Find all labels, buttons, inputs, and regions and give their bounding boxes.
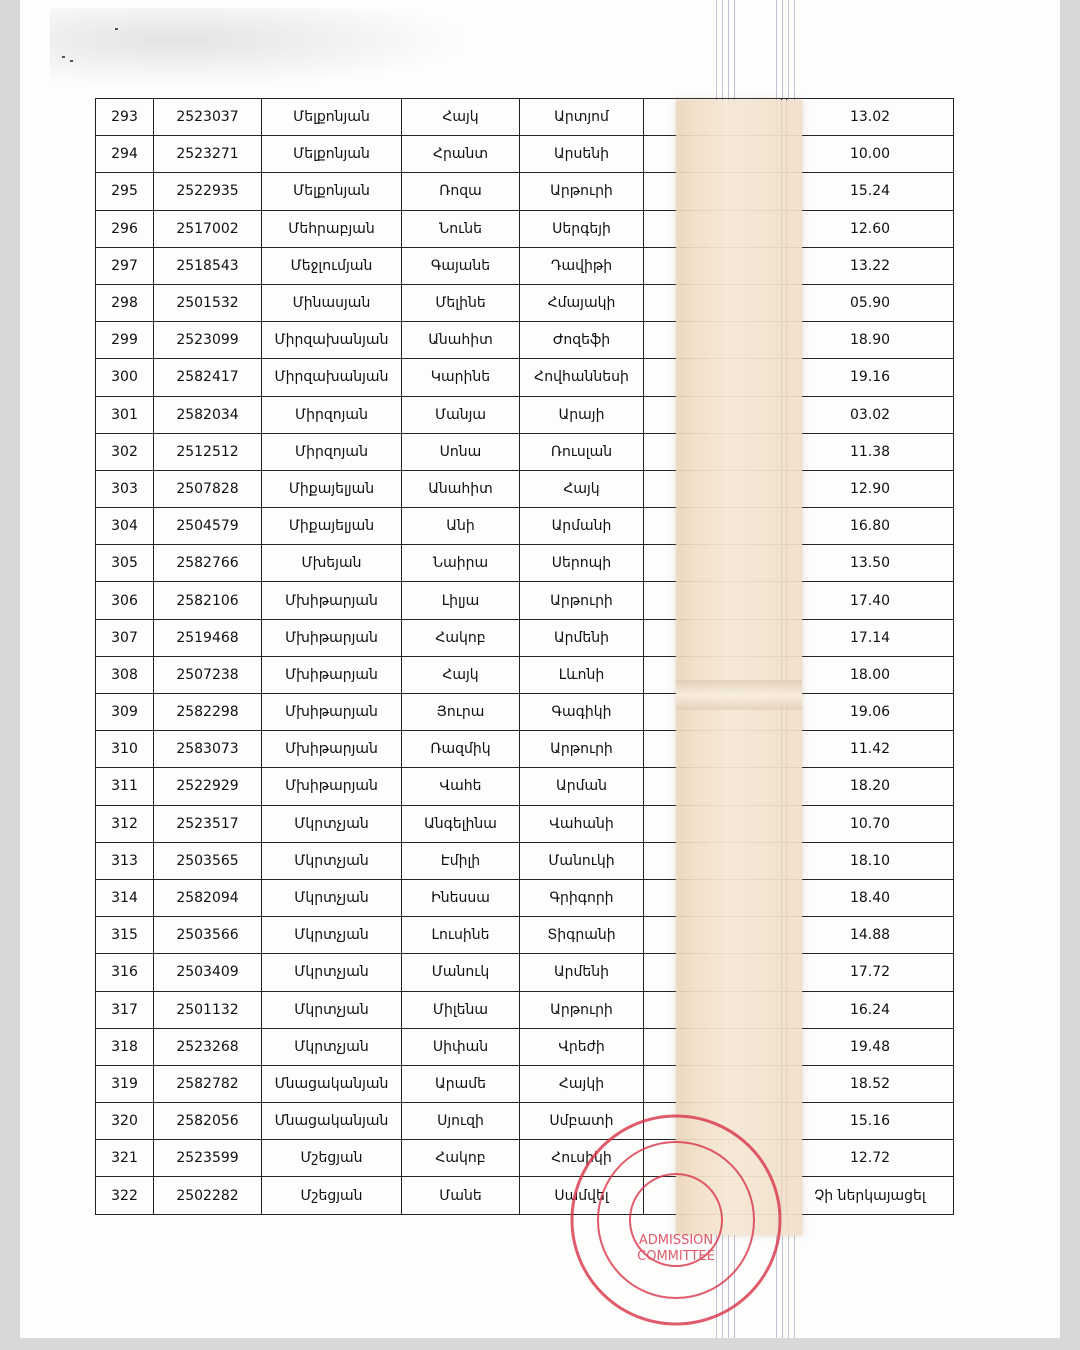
first-name-cell: Գայանե — [402, 247, 520, 284]
row-number-cell: 319 — [96, 1065, 154, 1102]
score-cell: 14.88 — [787, 917, 954, 954]
last-name-cell: Մկրտչյան — [262, 842, 402, 879]
applicant-id-cell: 2583073 — [154, 731, 262, 768]
first-name-cell: Նաիրա — [402, 545, 520, 582]
patronymic-cell: Արմենի — [520, 954, 644, 991]
score-cell: 18.20 — [787, 768, 954, 805]
score-cell: 10.70 — [787, 805, 954, 842]
applicant-id-cell: 2507828 — [154, 470, 262, 507]
score-cell: 12.60 — [787, 210, 954, 247]
patronymic-cell: Սմբատի — [520, 1103, 644, 1140]
table-row — [96, 768, 954, 805]
patronymic-cell: Արման — [520, 768, 644, 805]
first-name-cell: Անգելինա — [402, 805, 520, 842]
score-cell: 05.90 — [787, 284, 954, 321]
table-row — [96, 545, 954, 582]
stamp-text-line2: COMMITTEE — [637, 1249, 715, 1264]
admission-committee-stamp — [566, 1110, 786, 1330]
stamp-text-line1: ADMISSION — [638, 1233, 714, 1248]
last-name-cell: Մկրտչյան — [262, 879, 402, 916]
score-cell: 19.48 — [787, 1028, 954, 1065]
applicant-id-cell: 2582106 — [154, 582, 262, 619]
last-name-cell: Մխիթարյան — [262, 619, 402, 656]
last-name-cell: Մելքոնյան — [262, 99, 402, 136]
score-cell: 11.38 — [787, 433, 954, 470]
row-number-cell: 314 — [96, 879, 154, 916]
last-name-cell: Մնացականյան — [262, 1065, 402, 1102]
score-cell: 19.16 — [787, 359, 954, 396]
score-cell: 17.40 — [787, 582, 954, 619]
first-name-cell: Մանուկ — [402, 954, 520, 991]
last-name-cell: Մելքոնյան — [262, 173, 402, 210]
row-number-cell: 317 — [96, 991, 154, 1028]
applicant-id-cell: 2504579 — [154, 508, 262, 545]
applicant-id-cell: 2503409 — [154, 954, 262, 991]
row-number-cell: 307 — [96, 619, 154, 656]
last-name-cell: Մխեյան — [262, 545, 402, 582]
patronymic-cell: Արթուրի — [520, 582, 644, 619]
table-row — [96, 582, 954, 619]
row-number-cell: 302 — [96, 433, 154, 470]
patronymic-cell: Սամվել — [520, 1177, 644, 1214]
table-row — [96, 136, 954, 173]
score-cell: 19.06 — [787, 694, 954, 731]
first-name-cell: Արամե — [402, 1065, 520, 1102]
last-name-cell: Միքայելյան — [262, 470, 402, 507]
applicant-id-cell: 2523037 — [154, 99, 262, 136]
last-name-cell: Մշեցյան — [262, 1140, 402, 1177]
row-number-cell: 311 — [96, 768, 154, 805]
row-number-cell: 296 — [96, 210, 154, 247]
applicant-id-cell: 2582094 — [154, 879, 262, 916]
table-row — [96, 731, 954, 768]
first-name-cell: Անահիտ — [402, 322, 520, 359]
first-name-cell: Անի — [402, 508, 520, 545]
table-row — [96, 694, 954, 731]
row-number-cell: 298 — [96, 284, 154, 321]
patronymic-cell: Դավիթի — [520, 247, 644, 284]
scan-speck — [70, 60, 73, 62]
row-number-cell: 322 — [96, 1177, 154, 1214]
patronymic-cell: Արթուրի — [520, 173, 644, 210]
row-number-cell: 299 — [96, 322, 154, 359]
applicant-id-cell: 2523099 — [154, 322, 262, 359]
applicant-id-cell: 2523517 — [154, 805, 262, 842]
patronymic-cell: Սերոպի — [520, 545, 644, 582]
row-number-cell: 313 — [96, 842, 154, 879]
table-row — [96, 247, 954, 284]
last-name-cell: Մկրտչյան — [262, 991, 402, 1028]
scan-speck — [62, 56, 65, 58]
first-name-cell: Մանյա — [402, 396, 520, 433]
applicant-id-cell: 2523599 — [154, 1140, 262, 1177]
tape-strip — [676, 100, 802, 1235]
first-name-cell: Նունե — [402, 210, 520, 247]
score-cell: 18.00 — [787, 656, 954, 693]
last-name-cell: Մեջլումյան — [262, 247, 402, 284]
table-row — [96, 210, 954, 247]
score-cell: 13.22 — [787, 247, 954, 284]
patronymic-cell: Արմենի — [520, 619, 644, 656]
table-row — [96, 917, 954, 954]
last-name-cell: Մկրտչյան — [262, 805, 402, 842]
first-name-cell: Ռազմիկ — [402, 731, 520, 768]
scan-speck — [115, 28, 118, 30]
applicant-id-cell: 2519468 — [154, 619, 262, 656]
first-name-cell: Մելինե — [402, 284, 520, 321]
scan-smudge — [50, 8, 470, 88]
table-row — [96, 359, 954, 396]
last-name-cell: Մշեցյան — [262, 1177, 402, 1214]
table-row — [96, 1103, 954, 1140]
row-number-cell: 295 — [96, 173, 154, 210]
score-cell: 16.24 — [787, 991, 954, 1028]
last-name-cell: Միքայելյան — [262, 508, 402, 545]
score-cell: 10.00 — [787, 136, 954, 173]
patronymic-cell: Արսենի — [520, 136, 644, 173]
row-number-cell: 300 — [96, 359, 154, 396]
table-row — [96, 805, 954, 842]
first-name-cell: Հակոբ — [402, 619, 520, 656]
applicant-id-cell: 2503565 — [154, 842, 262, 879]
score-cell: 11.42 — [787, 731, 954, 768]
score-cell: 03.02 — [787, 396, 954, 433]
first-name-cell: Էմիլի — [402, 842, 520, 879]
stamp-rings — [572, 1116, 780, 1324]
last-name-cell: Մխիթարյան — [262, 768, 402, 805]
applicant-id-cell: 2507238 — [154, 656, 262, 693]
patronymic-cell: Լևոնի — [520, 656, 644, 693]
applicant-id-cell: 2518543 — [154, 247, 262, 284]
last-name-cell: Մկրտչյան — [262, 1028, 402, 1065]
first-name-cell: Մանե — [402, 1177, 520, 1214]
last-name-cell: Մկրտչյան — [262, 917, 402, 954]
row-number-cell: 312 — [96, 805, 154, 842]
score-cell: 17.72 — [787, 954, 954, 991]
applicant-id-cell: 2522929 — [154, 768, 262, 805]
table-row — [96, 619, 954, 656]
first-name-cell: Հրանտ — [402, 136, 520, 173]
first-name-cell: Հայկ — [402, 656, 520, 693]
applicant-id-cell: 2582782 — [154, 1065, 262, 1102]
first-name-cell: Սյուզի — [402, 1103, 520, 1140]
patronymic-cell: Մանուկի — [520, 842, 644, 879]
first-name-cell: Ռոզա — [402, 173, 520, 210]
row-number-cell: 315 — [96, 917, 154, 954]
patronymic-cell: Հայկ — [520, 470, 644, 507]
applicant-id-cell: 2582766 — [154, 545, 262, 582]
applicant-id-cell: 2503566 — [154, 917, 262, 954]
patronymic-cell: Արթուրի — [520, 991, 644, 1028]
row-number-cell: 306 — [96, 582, 154, 619]
table-row — [96, 284, 954, 321]
row-number-cell: 294 — [96, 136, 154, 173]
applicant-id-cell: 2512512 — [154, 433, 262, 470]
first-name-cell: Վահե — [402, 768, 520, 805]
applicant-id-cell: 2523271 — [154, 136, 262, 173]
patronymic-cell: Հայկի — [520, 1065, 644, 1102]
applicant-id-cell: 2582056 — [154, 1103, 262, 1140]
patronymic-cell: Հուսիկի — [520, 1140, 644, 1177]
patronymic-cell: Ռուսլան — [520, 433, 644, 470]
table-row — [96, 991, 954, 1028]
last-name-cell: Միրզախանյան — [262, 359, 402, 396]
score-cell: 18.52 — [787, 1065, 954, 1102]
row-number-cell: 303 — [96, 470, 154, 507]
last-name-cell: Մկրտչյան — [262, 954, 402, 991]
row-number-cell: 320 — [96, 1103, 154, 1140]
row-number-cell: 293 — [96, 99, 154, 136]
patronymic-cell: Գագիկի — [520, 694, 644, 731]
row-number-cell: 316 — [96, 954, 154, 991]
first-name-cell: Հայկ — [402, 99, 520, 136]
patronymic-cell: Արայի — [520, 396, 644, 433]
row-number-cell: 309 — [96, 694, 154, 731]
row-number-cell: 301 — [96, 396, 154, 433]
last-name-cell: Մխիթարյան — [262, 656, 402, 693]
last-name-cell: Մեհրաբյան — [262, 210, 402, 247]
patronymic-cell: Սերգեյի — [520, 210, 644, 247]
table-row — [96, 322, 954, 359]
last-name-cell: Միրզոյան — [262, 396, 402, 433]
applicant-id-cell: 2502282 — [154, 1177, 262, 1214]
last-name-cell: Միրզոյան — [262, 433, 402, 470]
score-cell: Չի ներկայացել — [787, 1177, 954, 1214]
patronymic-cell: Հմայակի — [520, 284, 644, 321]
row-number-cell: 321 — [96, 1140, 154, 1177]
applicants-table — [95, 98, 954, 1215]
last-name-cell: Միրզախանյան — [262, 322, 402, 359]
last-name-cell: Մխիթարյան — [262, 694, 402, 731]
table-row — [96, 1140, 954, 1177]
table-row — [96, 173, 954, 210]
patronymic-cell: Վահանի — [520, 805, 644, 842]
first-name-cell: Միլենա — [402, 991, 520, 1028]
table-row — [96, 470, 954, 507]
patronymic-cell: Տիգրանի — [520, 917, 644, 954]
score-cell: 18.40 — [787, 879, 954, 916]
first-name-cell: Յուրա — [402, 694, 520, 731]
table-row — [96, 433, 954, 470]
score-cell: 17.14 — [787, 619, 954, 656]
applicant-id-cell: 2582417 — [154, 359, 262, 396]
last-name-cell: Մխիթարյան — [262, 731, 402, 768]
applicant-id-cell: 2517002 — [154, 210, 262, 247]
table-row — [96, 1028, 954, 1065]
score-cell: 12.72 — [787, 1140, 954, 1177]
table-row — [96, 842, 954, 879]
table-row — [96, 1065, 954, 1102]
first-name-cell: Լուսինե — [402, 917, 520, 954]
applicant-id-cell: 2501532 — [154, 284, 262, 321]
applicant-id-cell: 2582034 — [154, 396, 262, 433]
tape-fold — [676, 680, 802, 710]
score-cell: 12.90 — [787, 470, 954, 507]
table-row — [96, 656, 954, 693]
row-number-cell: 304 — [96, 508, 154, 545]
first-name-cell: Անահիտ — [402, 470, 520, 507]
table-row — [96, 1177, 954, 1214]
last-name-cell: Մնացականյան — [262, 1103, 402, 1140]
patronymic-cell: Գրիգորի — [520, 879, 644, 916]
score-cell: 15.16 — [787, 1103, 954, 1140]
first-name-cell: Ինեսսա — [402, 879, 520, 916]
applicant-id-cell: 2523268 — [154, 1028, 262, 1065]
applicant-id-cell: 2522935 — [154, 173, 262, 210]
table-row — [96, 879, 954, 916]
score-cell: 15.24 — [787, 173, 954, 210]
patronymic-cell: Հովհաննեսի — [520, 359, 644, 396]
row-number-cell: 297 — [96, 247, 154, 284]
last-name-cell: Մխիթարյան — [262, 582, 402, 619]
row-number-cell: 318 — [96, 1028, 154, 1065]
last-name-cell: Մինասյան — [262, 284, 402, 321]
table-row — [96, 508, 954, 545]
first-name-cell: Կարինե — [402, 359, 520, 396]
table-row — [96, 99, 954, 136]
score-cell: 18.10 — [787, 842, 954, 879]
table-row — [96, 954, 954, 991]
first-name-cell: Սոնա — [402, 433, 520, 470]
first-name-cell: Սիփան — [402, 1028, 520, 1065]
patronymic-cell: Վրեժի — [520, 1028, 644, 1065]
score-cell: 13.50 — [787, 545, 954, 582]
last-name-cell: Մելքոնյան — [262, 136, 402, 173]
first-name-cell: Լիլյա — [402, 582, 520, 619]
score-cell: 16.80 — [787, 508, 954, 545]
row-number-cell: 308 — [96, 656, 154, 693]
first-name-cell: Հակոբ — [402, 1140, 520, 1177]
patronymic-cell: Արթուրի — [520, 731, 644, 768]
row-number-cell: 310 — [96, 731, 154, 768]
applicant-id-cell: 2582298 — [154, 694, 262, 731]
patronymic-cell: Արտյոմ — [520, 99, 644, 136]
score-cell: 18.90 — [787, 322, 954, 359]
row-number-cell: 305 — [96, 545, 154, 582]
patronymic-cell: Ժոզեֆի — [520, 322, 644, 359]
table-row — [96, 396, 954, 433]
patronymic-cell: Արմանի — [520, 508, 644, 545]
applicant-id-cell: 2501132 — [154, 991, 262, 1028]
score-cell: 13.02 — [787, 99, 954, 136]
